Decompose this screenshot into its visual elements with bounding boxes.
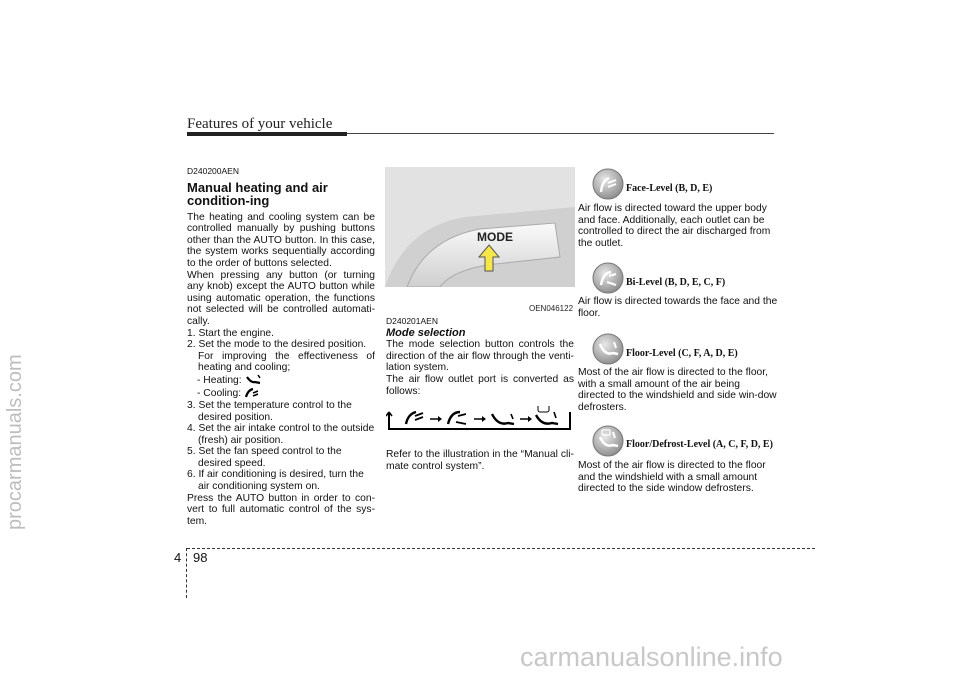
step-item: 2. Set the mode to the desired position. bbox=[187, 339, 367, 351]
floor-vent-icon bbox=[592, 333, 624, 365]
paragraph: The heating and cooling system can be controlled manually by pushing buttons other than the AUTO button. In this case, the system works sequentially according to the order of buttons selected. bbox=[187, 211, 375, 269]
step-item: 3. Set the temperature control to the desired position. bbox=[187, 399, 352, 423]
face-vent-icon bbox=[406, 412, 423, 424]
bi-level-vent-icon bbox=[592, 262, 624, 294]
page-header-title: Features of your vehicle bbox=[187, 116, 333, 132]
left-column bbox=[187, 166, 375, 527]
section-heading: Mode selection bbox=[386, 326, 466, 339]
middle-column bbox=[386, 316, 574, 397]
paragraph: When pressing any button (or turning any knob) except the AUTO button while using automatic operation, the functions not selected will be controlled automati-cally. bbox=[187, 269, 375, 327]
footer-divider bbox=[186, 548, 187, 598]
vent-mode-desc: Air flow is directed towards the face and the floor. bbox=[578, 296, 778, 319]
step-item: 6. If air conditioning is desired, turn the air conditioning system on. bbox=[187, 469, 364, 493]
paragraph: Press the AUTO button in order to con-vert to full automatic control of the sys-tem. bbox=[187, 492, 375, 527]
heating-mode-line: - Heating: bbox=[187, 374, 375, 387]
section-code: D240200AEN bbox=[187, 166, 239, 176]
vent-mode-title: Face-Level (B, D, E) bbox=[626, 183, 713, 194]
paragraph: Refer to the illustration in the “Manual cli-mate control system”. bbox=[386, 449, 574, 472]
illustration-code: OEN046122 bbox=[529, 304, 574, 313]
page-number: 98 bbox=[193, 550, 208, 565]
middle-column-footer-text bbox=[386, 449, 574, 472]
vent-mode-desc: Air flow is directed toward the upper body and face. Additionally, each outlet can be controlled to direct the air discharged from the outlet. bbox=[578, 203, 771, 249]
paragraph: The mode selection button controls the direction of the air flow through the venti-lation system. bbox=[386, 339, 574, 374]
floor-defrost-vent-icon bbox=[592, 425, 624, 457]
section-code: D240201AEN bbox=[386, 316, 438, 326]
vent-mode-desc: Most of the air flow is directed to the floor and the windshield with a small amount directed to the side window defrosters. bbox=[578, 460, 766, 495]
vent-mode-title: Floor-Level (C, F, A, D, E) bbox=[626, 348, 738, 359]
vent-mode-title: Bi-Level (B, D, E, C, F) bbox=[626, 277, 726, 288]
face-vent-icon bbox=[592, 168, 624, 200]
bi-level-vent-icon bbox=[448, 412, 466, 424]
vent-mode-title: Floor/Defrost-Level (A, C, F, D, E) bbox=[626, 439, 773, 450]
arrow-right-icon bbox=[430, 416, 442, 422]
face-vent-icon bbox=[244, 387, 260, 399]
step-item: 5. Set the fan speed control to the desired speed. bbox=[187, 446, 342, 469]
chapter-number: 4 bbox=[174, 550, 182, 565]
watermark-left: procarmanuals.com bbox=[4, 354, 26, 530]
floor-vent-icon bbox=[245, 374, 263, 386]
mode-cycle-diagram bbox=[386, 406, 574, 432]
floor-defrost-vent-icon bbox=[536, 406, 558, 424]
header-bar bbox=[187, 132, 347, 136]
header-rule bbox=[347, 133, 774, 134]
step-item: 1. Start the engine. bbox=[187, 327, 275, 339]
mode-button-illustration bbox=[385, 167, 575, 287]
section-heading: Manual heating and air condition-ing bbox=[187, 179, 328, 209]
footer-rule bbox=[187, 548, 815, 549]
vent-mode-desc: Most of the air flow is directed to the floor, with a small amount of the air being directed to the windshield and side win-dow defrosters. bbox=[578, 367, 777, 413]
watermark-bottom: carmanualsonline.info bbox=[520, 642, 783, 672]
floor-vent-icon bbox=[492, 414, 514, 424]
paragraph: The air flow outlet port is converted as follows: bbox=[386, 373, 574, 397]
arrow-right-icon bbox=[520, 416, 532, 422]
mode-button-label: MODE bbox=[477, 230, 513, 244]
arrow-right-icon bbox=[474, 416, 486, 422]
cooling-mode-line: - Cooling: bbox=[187, 387, 375, 400]
step-item: 4. Set the air intake control to the outside (fresh) air position. bbox=[187, 423, 375, 446]
step-note: For improving the effectiveness of heating and cooling; bbox=[198, 350, 375, 374]
